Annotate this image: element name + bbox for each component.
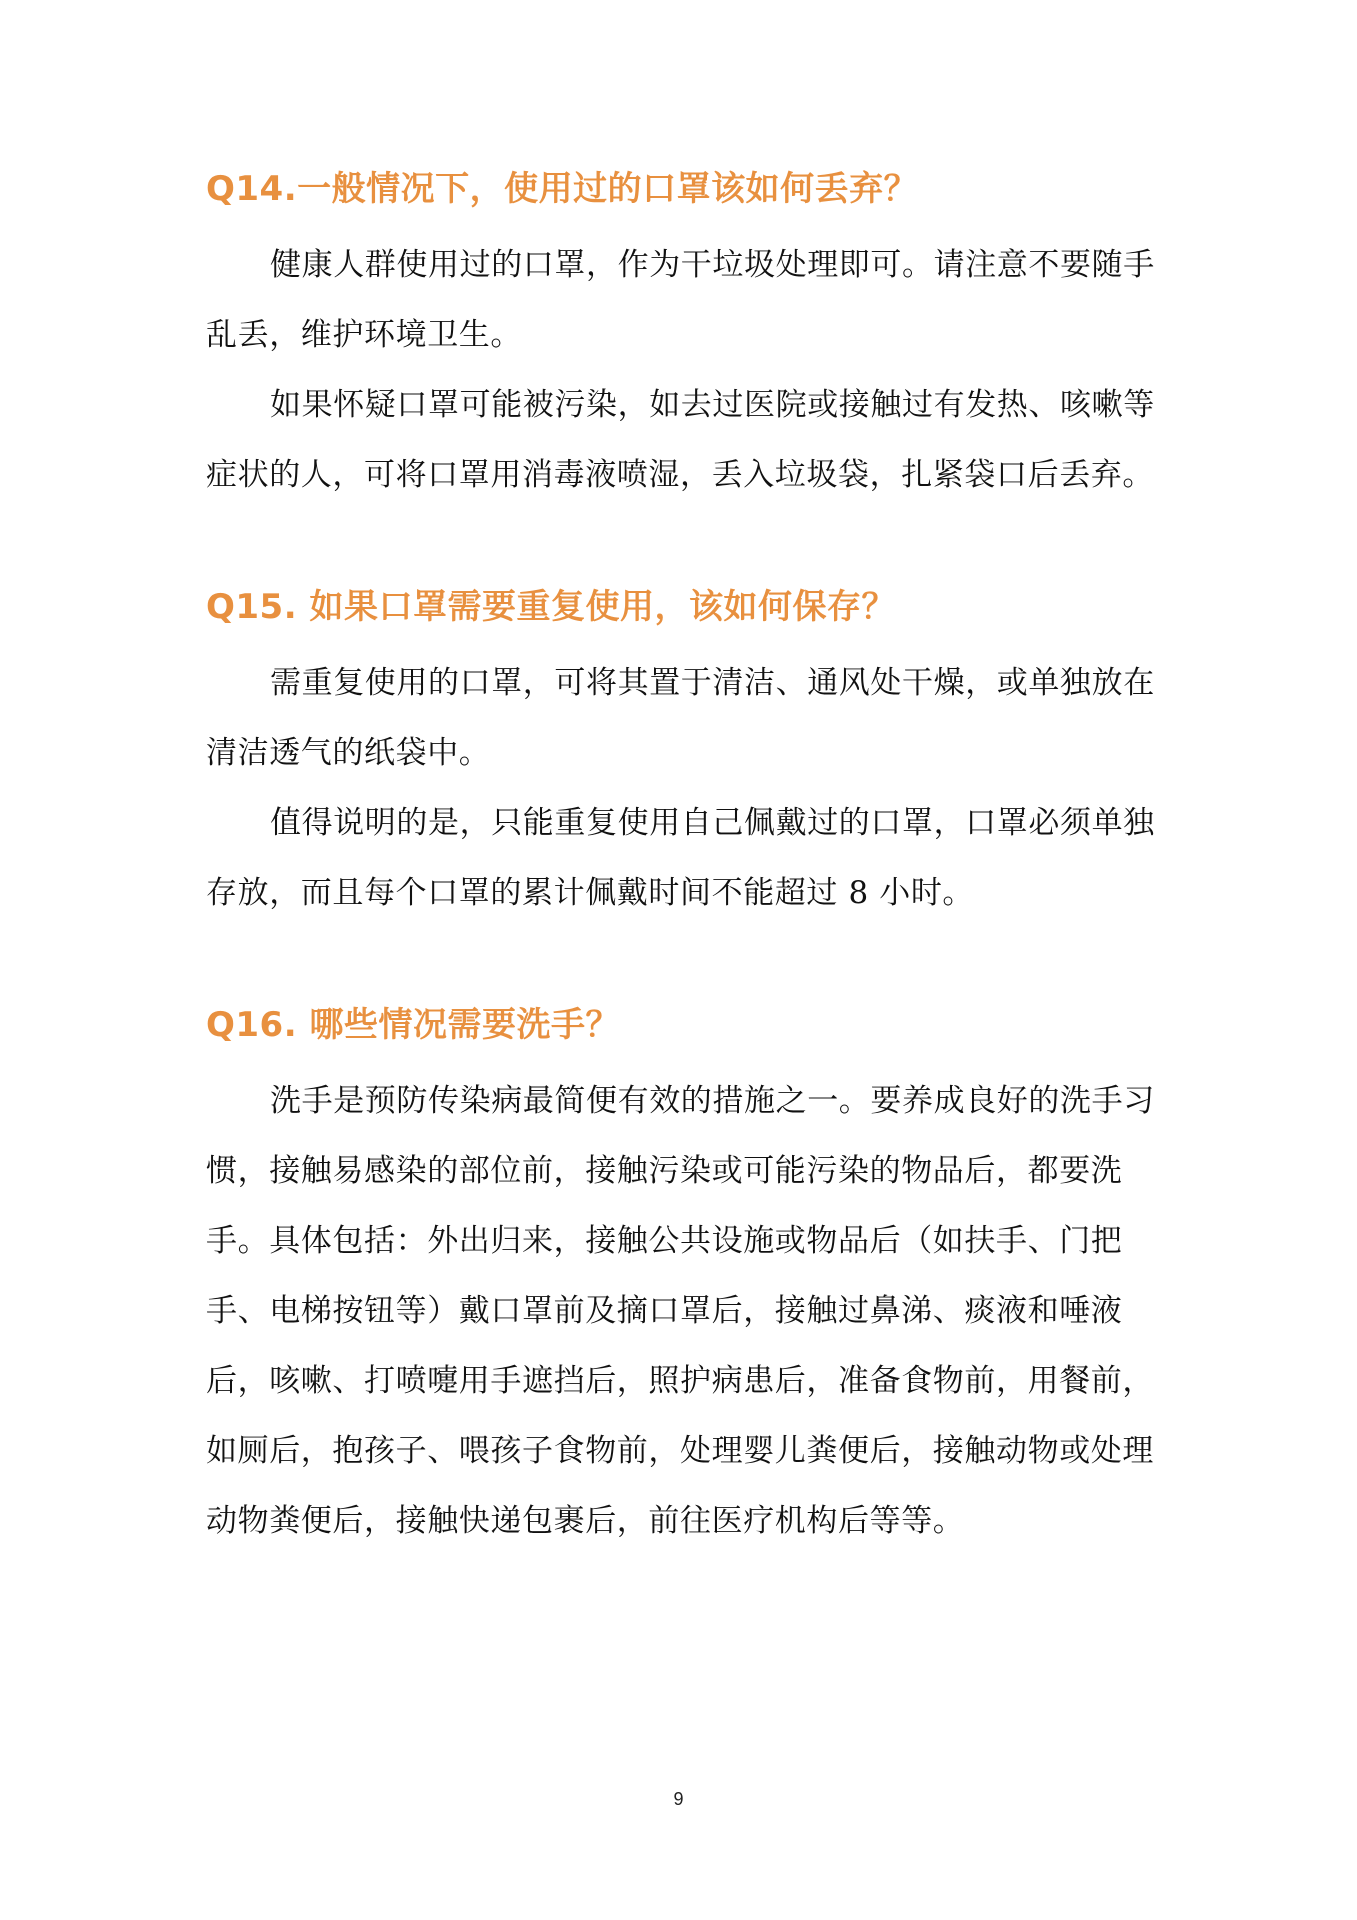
qa-section-q15 bbox=[206, 578, 1156, 928]
answer-paragraph: 值得说明的是，只能重复使用自己佩戴过的口罩，口罩必须单独存放，而且每个口罩的累计佩戴时间不能超过 8 小时。 bbox=[206, 805, 1155, 911]
answer-paragraph: 洗手是预防传染病最简便有效的措施之一。要养成良好的洗手习惯，接触易感染的部位前，接触污染或可能污染的物品后，都要洗手。具体包括：外出归来，接触公共设施或物品后（如扶手、门把手、电梯按钮等）戴口罩前及摘口罩后，接触过鼻涕、痰液和唾液后，咳嗽、打喷嚏用手遮挡后，照护病患后，准备食物前，用餐前，如厕后，抱孩子、喂孩子食物前，处理婴儿粪便后，接触动物或处理动物粪便后，接触快递包裹后，前往医疗机构后等等。 bbox=[206, 1083, 1155, 1539]
qa-section-q14 bbox=[206, 160, 1156, 510]
answer-paragraph: 健康人群使用过的口罩，作为干垃圾处理即可。请注意不要随手乱丢，维护环境卫生。 bbox=[206, 247, 1155, 353]
question-heading: Q16. 哪些情况需要洗手？ bbox=[206, 1005, 620, 1045]
question-heading: Q15. 如果口罩需要重复使用，该如何保存？ bbox=[206, 587, 896, 627]
answer-paragraph: 如果怀疑口罩可能被污染，如去过医院或接触过有发热、咳嗽等症状的人，可将口罩用消毒液喷湿，丢入垃圾袋，扎紧袋口后丢弃。 bbox=[206, 387, 1155, 493]
page-content bbox=[206, 160, 1156, 1624]
page-number: 9 bbox=[673, 1789, 684, 1809]
question-heading: Q14.一般情况下，使用过的口罩该如何丢弃？ bbox=[206, 169, 919, 209]
qa-section-q16 bbox=[206, 996, 1156, 1556]
answer-paragraph: 需重复使用的口罩，可将其置于清洁、通风处干燥，或单独放在清洁透气的纸袋中。 bbox=[206, 665, 1155, 771]
